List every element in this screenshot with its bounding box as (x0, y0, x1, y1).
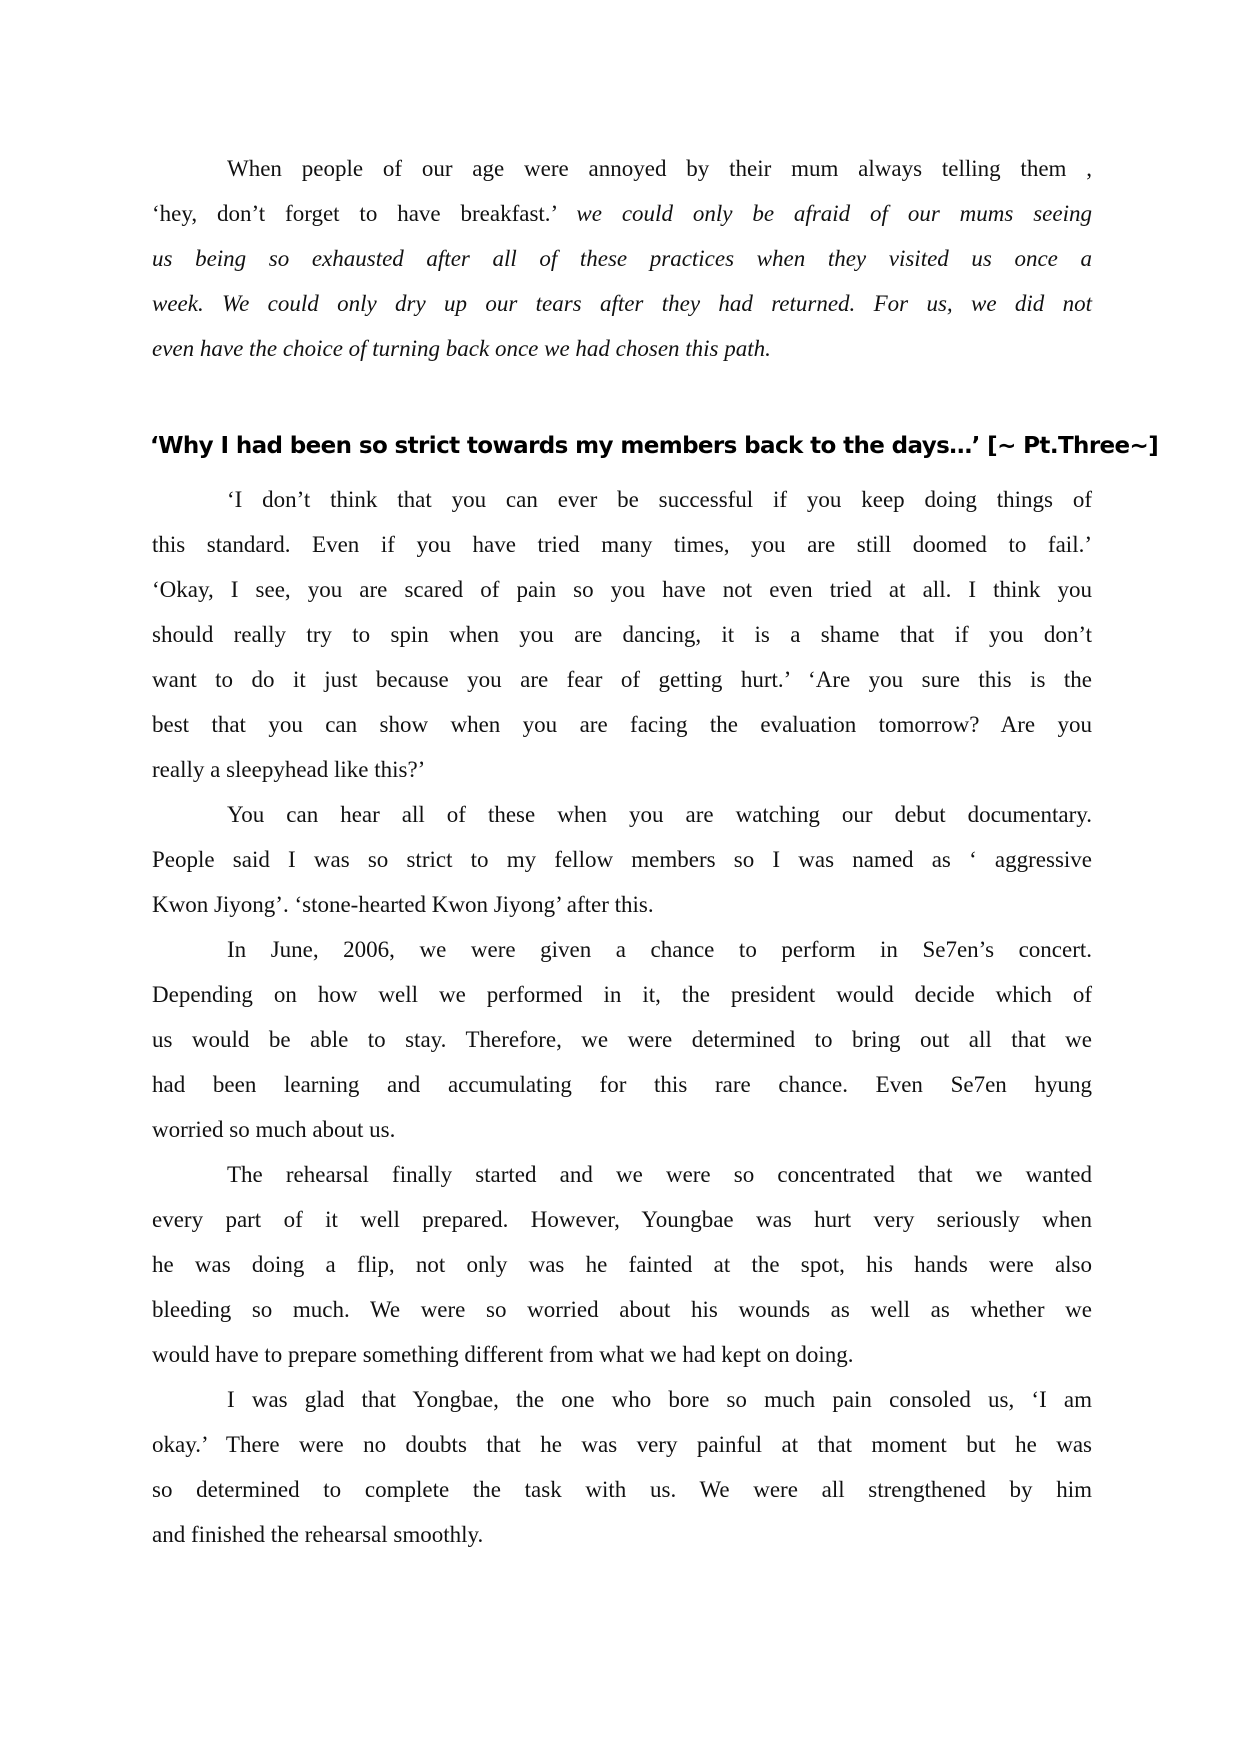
text-line: want to do it just because you are fear of getting hurt.’ ‘Are you sure this is the (152, 667, 1092, 692)
text-line: us would be able to stay. Therefore, we were determined to bring out all that we (152, 1027, 1092, 1052)
text-line (152, 191, 1092, 236)
text-line (227, 146, 1092, 191)
text-line: The rehearsal finally started and we were so concentrated that we wanted (227, 1162, 1092, 1187)
text-line: every part of it well prepared. However, Youngbae was hurt very seriously when (152, 1207, 1092, 1232)
text-line: and finished the rehearsal smoothly. (152, 1522, 484, 1547)
text-line: In June, 2006, we were given a chance to perform in Se7en’s concert. (227, 937, 1092, 962)
italic-segment: we could only be afraid of our mums seeing (576, 201, 1092, 226)
text-line: I was glad that Yongbae, the one who bore so much pain consoled us, ‘I am (227, 1387, 1092, 1412)
text-line: ‘Okay, I see, you are scared of pain so you have not even tried at all. I think you (152, 577, 1092, 602)
text-line (152, 281, 1092, 326)
text-line: would have to prepare something different from what we had kept on doing. (152, 1342, 854, 1367)
italic-segment: us being so exhausted after all of these practices when they visited us once a (152, 246, 1092, 271)
text-line: bleeding so much. We were so worried about his wounds as well as whether we (152, 1297, 1092, 1322)
text-line (152, 236, 1092, 281)
section-heading: ‘Why I had been so strict towards my members back to the days…’ [~ Pt.Three~] (150, 433, 1159, 459)
text-line: ‘I don’t think that you can ever be successful if you keep doing things of (227, 487, 1092, 512)
text-line: should really try to spin when you are dancing, it is a shame that if you don’t (152, 622, 1092, 647)
text-segment: ‘hey, don’t forget to have breakfast.’ (152, 201, 577, 226)
text-line: Kwon Jiyong’. ‘stone-hearted Kwon Jiyong’ after this. (152, 892, 654, 917)
text-line: okay.’ There were no doubts that he was very painful at that moment but he was (152, 1432, 1092, 1457)
text-line: Depending on how well we performed in it, the president would decide which of (152, 982, 1092, 1007)
text-line: People said I was so strict to my fellow members so I was named as ‘ aggressive (152, 847, 1092, 872)
text-line (152, 326, 1092, 371)
italic-segment: week. We could only dry up our tears after they had returned. For us, we did not (152, 291, 1092, 316)
text-line: had been learning and accumulating for this rare chance. Even Se7en hyung (152, 1072, 1092, 1097)
text-line: worried so much about us. (152, 1117, 396, 1142)
text-line: really a sleepyhead like this?’ (152, 757, 426, 782)
text-line: this standard. Even if you have tried many times, you are still doomed to fail.’ (152, 532, 1092, 557)
text-segment: When people of our age were annoyed by their mum always telling them , (227, 156, 1092, 181)
text-line: so determined to complete the task with us. We were all strengthened by him (152, 1477, 1092, 1502)
text-line: he was doing a flip, not only was he fainted at the spot, his hands were also (152, 1252, 1092, 1277)
italic-segment: even have the choice of turning back once we had chosen this path. (152, 336, 771, 361)
text-line: You can hear all of these when you are watching our debut documentary. (227, 802, 1092, 827)
text-line: best that you can show when you are facing the evaluation tomorrow? Are you (152, 712, 1092, 737)
